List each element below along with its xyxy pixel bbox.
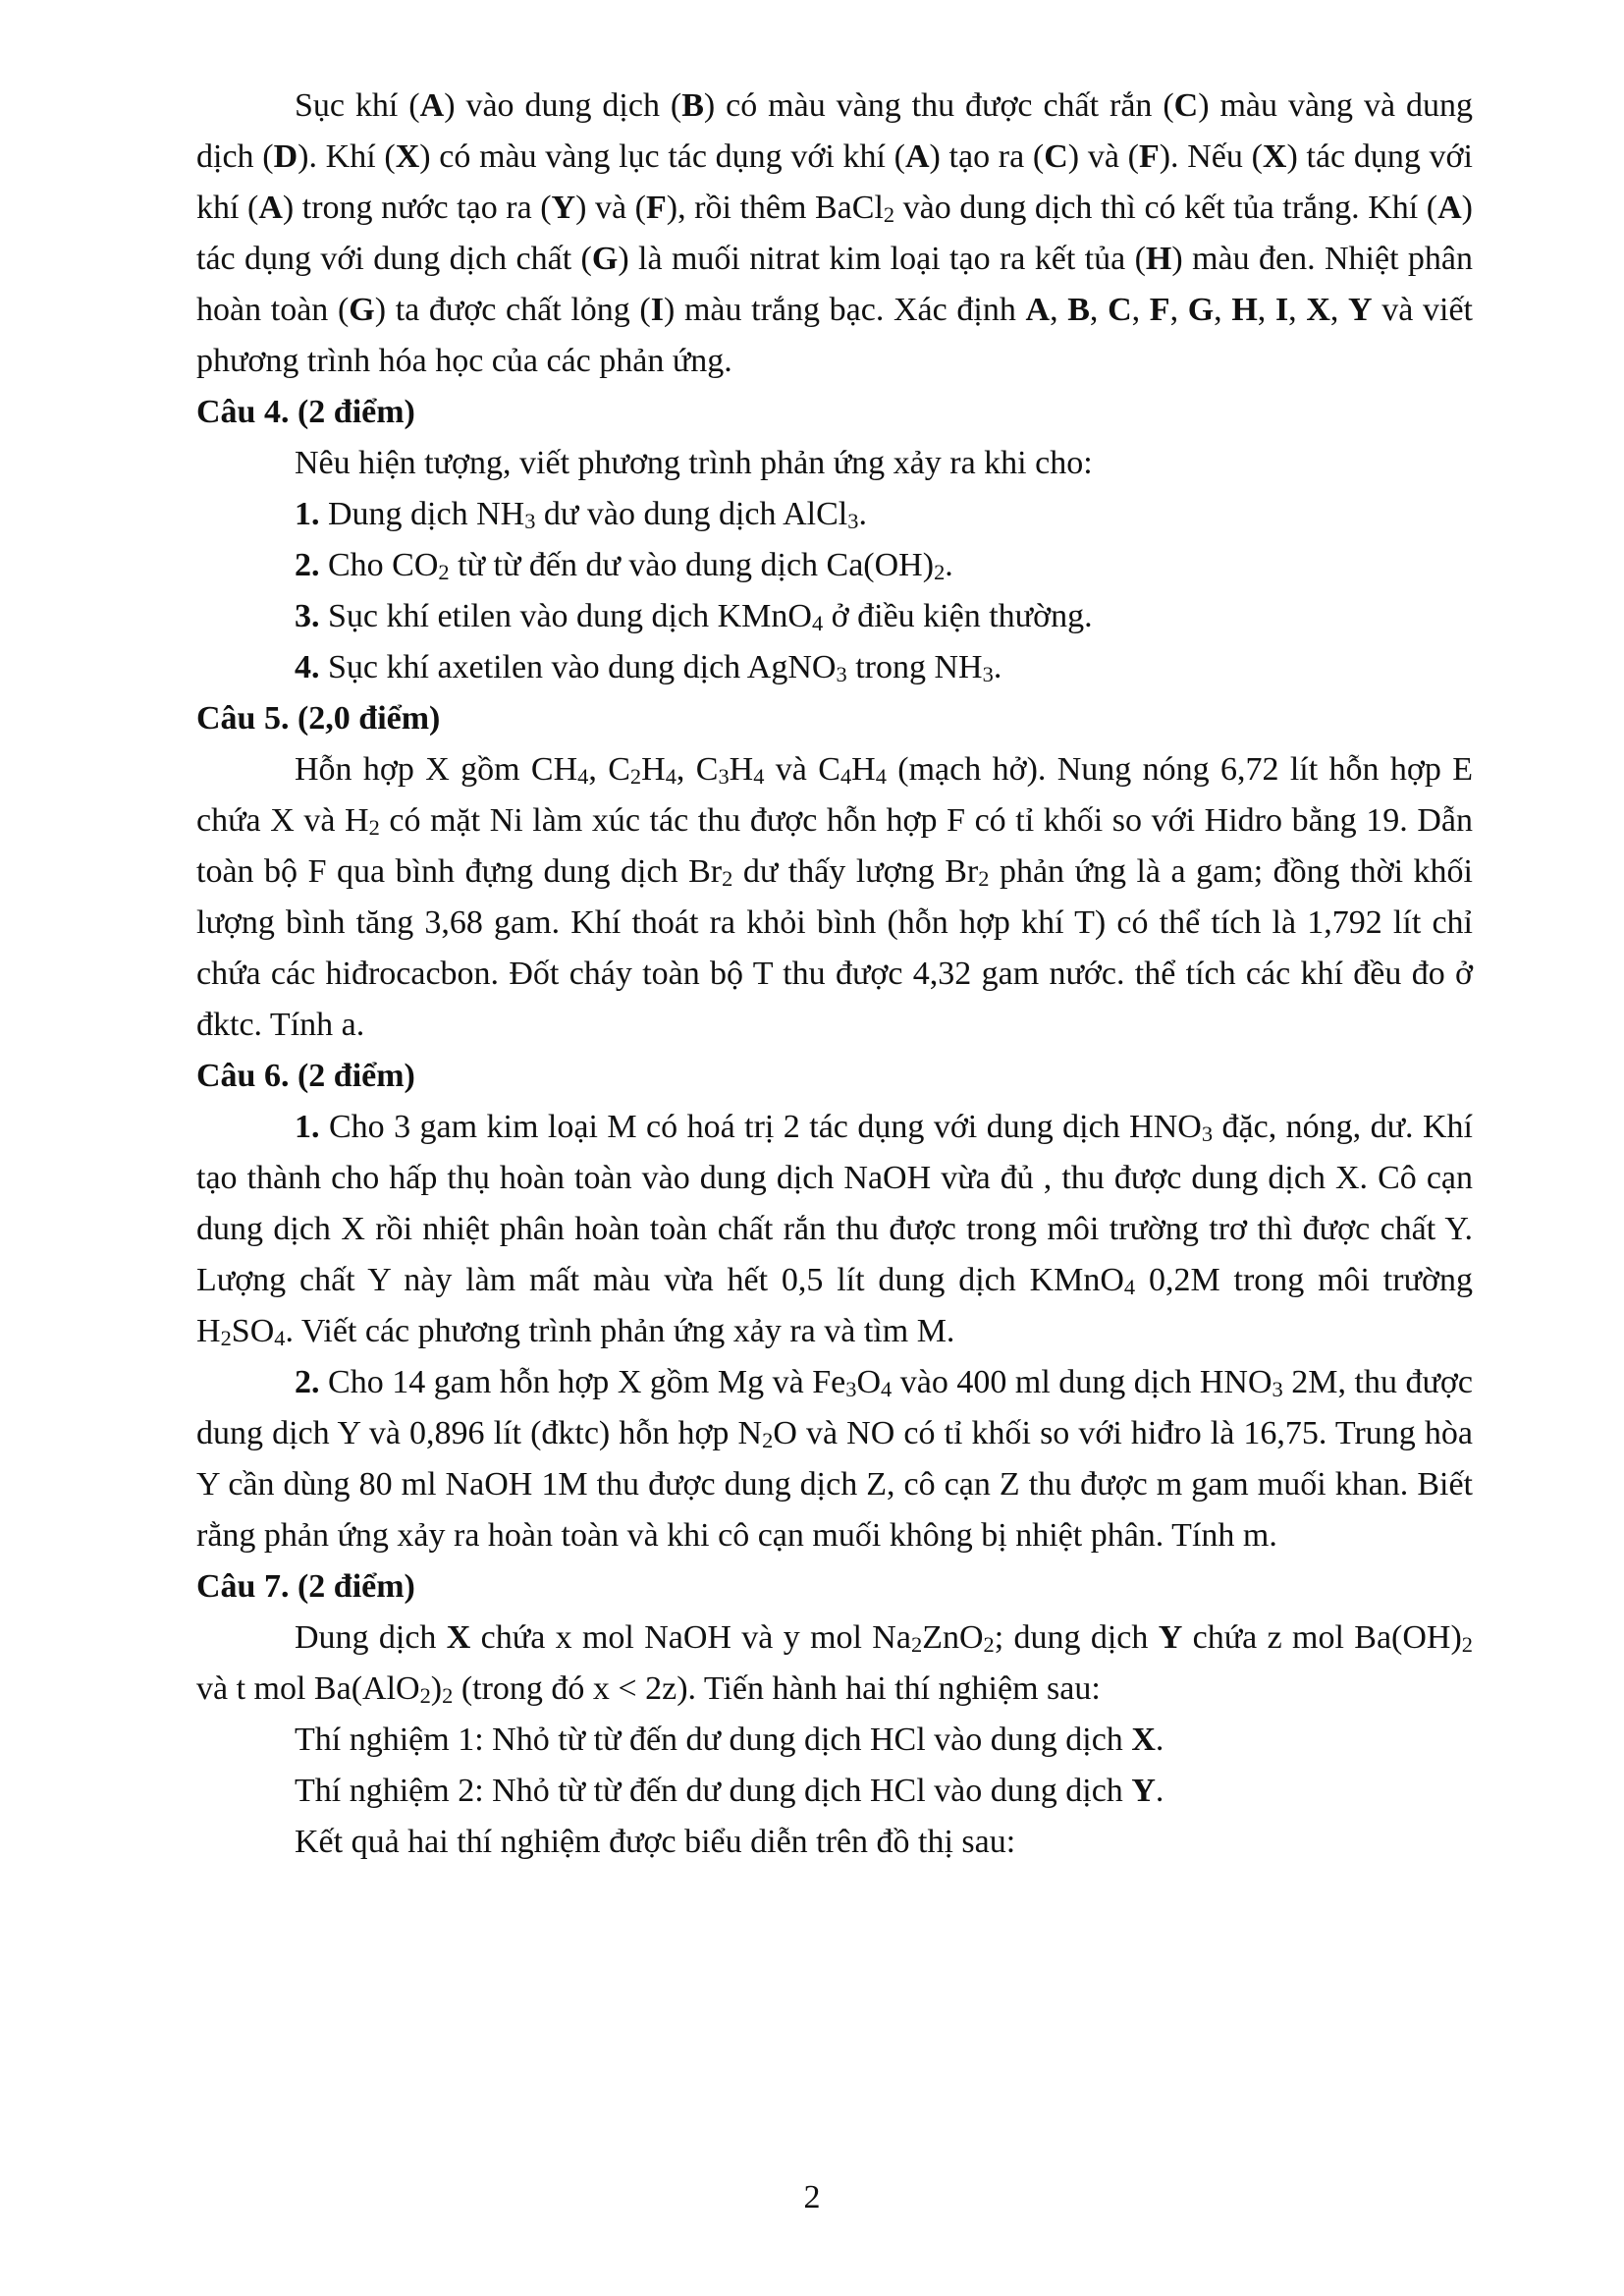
text-run: phản ứng là a gam; đồng thời khối lượng bình tăng 3,68 gam. Khí thoát ra khỏi bình (hỗn hợp khí T) có thể tích là 1,792 lít chỉ chứa các hiđrocacbon. Đốt cháy toàn bộ T thu được 4,32 gam nước. thể tích các khí đều đo ở đktc. Tính a.	[196, 853, 1474, 1043]
question-7-body	[196, 1613, 1473, 1715]
subscript: 2	[629, 764, 642, 790]
subscript: 2	[910, 1632, 923, 1658]
subscript: 2	[978, 866, 990, 892]
text-run: ,	[1131, 292, 1150, 328]
question-7-experiment-2	[196, 1766, 1473, 1817]
bold-text: 2.	[295, 1364, 320, 1400]
subscript: 4	[875, 764, 887, 790]
question-4-item-4	[196, 642, 1473, 693]
text-run: vào 400 ml dung dịch HNO	[892, 1364, 1272, 1400]
text-run: ) và (	[1067, 138, 1139, 175]
subscript: 3	[836, 662, 847, 687]
bold-text: 2.	[295, 547, 320, 583]
text-run: ,	[1089, 292, 1109, 328]
bold-text: Y	[1131, 1773, 1156, 1809]
text-run: .	[945, 547, 953, 583]
text-run: Hỗn hợp X gồm CH	[295, 751, 578, 788]
subscript: 3	[1272, 1377, 1283, 1402]
bold-text: G	[591, 241, 619, 277]
subscript: 4	[811, 611, 824, 636]
bold-text: F	[1149, 292, 1170, 328]
subscript: 2	[934, 560, 946, 585]
text-run: ; dung dịch	[994, 1619, 1159, 1656]
text-run: Cho 14 gam hỗn hợp X gồm Mg và Fe	[319, 1364, 846, 1400]
subscript: 4	[1123, 1275, 1136, 1300]
bold-text: A	[419, 87, 445, 124]
question-7-heading: Câu 7. (2 điểm)	[196, 1568, 415, 1605]
page-content	[196, 81, 1473, 1868]
text-run: Dung dịch NH	[319, 496, 525, 532]
text-run: .	[858, 496, 867, 532]
text-run: ), rồi thêm BaCl	[666, 190, 884, 226]
subscript: 3	[524, 509, 536, 534]
question-4-item-2	[196, 540, 1473, 591]
bold-text: C	[1173, 87, 1199, 124]
bold-text: B	[1067, 292, 1090, 328]
text-run: và t mol Ba(AlO	[196, 1670, 420, 1707]
bold-text: D	[273, 138, 298, 175]
text-run: Sục khí (	[295, 87, 420, 124]
text-run: ,	[1214, 292, 1232, 328]
page-number: 2	[803, 2179, 821, 2215]
subscript: 2	[419, 1683, 431, 1709]
text-run: 2M, thu được dung dịch Y và 0,896 lít (đktc) hỗn hợp N	[196, 1364, 1473, 1451]
bold-text: H	[1145, 241, 1172, 277]
text-run: .	[1155, 1773, 1164, 1809]
text-run: 0,2M trong môi trường H	[196, 1262, 1473, 1349]
subscript: 4	[839, 764, 852, 790]
text-run: Sục khí etilen vào dung dịch KMnO	[319, 598, 812, 634]
text-run: ) có màu vàng thu được chất rắn (	[703, 87, 1174, 124]
bold-text: Y	[551, 190, 576, 226]
question-4-heading: Câu 4. (2 điểm)	[196, 394, 415, 430]
subscript: 4	[577, 764, 589, 790]
bold-text: 1.	[295, 1109, 320, 1145]
subscript: 3	[1201, 1121, 1214, 1147]
text-run: Thí nghiệm 2: Nhỏ từ từ đến dư dung dịch HCl vào dung dịch	[295, 1773, 1132, 1809]
text-run: dư thấy lượng Br	[732, 853, 979, 890]
text-run: ,	[1050, 292, 1068, 328]
subscript: 2	[883, 202, 895, 228]
question-7-experiment-1	[196, 1715, 1473, 1766]
bold-text: X	[395, 138, 420, 175]
text-run: ) vào dung dịch (	[444, 87, 682, 124]
text-run: trong NH	[846, 649, 983, 685]
subscript: 2	[983, 1632, 995, 1658]
text-run: ). Khí (	[298, 138, 396, 175]
text-run: vào dung dịch thì có kết tủa trắng. Khí (	[894, 190, 1438, 226]
bold-text: Y	[1348, 292, 1373, 328]
text-run: O	[856, 1364, 881, 1400]
subscript: 3	[847, 509, 859, 534]
bold-text: X	[446, 1619, 471, 1656]
text-run: ). Nếu (	[1159, 138, 1263, 175]
bold-text: Y	[1158, 1619, 1183, 1656]
bold-text: G	[1187, 292, 1215, 328]
subscript: 2	[722, 866, 733, 892]
text-run: ,	[1169, 292, 1188, 328]
text-run: H	[729, 751, 754, 788]
subscript: 4	[274, 1326, 286, 1351]
subscript: 3	[845, 1377, 857, 1402]
text-run: và C	[764, 751, 840, 788]
text-run: ZnO	[922, 1619, 984, 1656]
text-run: dư vào dung dịch AlCl	[535, 496, 848, 532]
text-run: đặc, nóng, dư. Khí tạo thành cho hấp thụ hoàn toàn vào dung dịch NaOH vừa đủ , thu được dung dịch X. Cô cạn dung dịch X rồi nhiệt phân hoàn toàn chất rắn thu được trong môi trường trơ thì được chất Y. Lượng chất Y này làm mất màu vừa hết 0,5 lít dung dịch KMnO	[196, 1109, 1473, 1298]
bold-text: X	[1262, 138, 1287, 175]
bold-text: C	[1044, 138, 1068, 175]
bold-text: I	[650, 292, 664, 328]
text-run: Dung dịch	[295, 1619, 447, 1656]
text-run: SO	[231, 1313, 275, 1349]
text-run: Thí nghiệm 1: Nhỏ từ từ đến dư dung dịch HCl vào dung dịch	[295, 1722, 1132, 1758]
question-3-body	[196, 81, 1473, 387]
text-run: (trong đó x < 2z). Tiến hành hai thí nghiệm sau:	[453, 1670, 1101, 1707]
subscript: 3	[982, 662, 994, 687]
text-run: ) màu đen. Nhiệt phân hoàn toàn (	[196, 241, 1473, 328]
subscript: 4	[753, 764, 765, 790]
text-run: Sục khí axetilen vào dung dịch AgNO	[319, 649, 837, 685]
question-4-item-1	[196, 489, 1473, 540]
text-run: ) tác dụng với dung dịch chất (	[196, 190, 1473, 277]
bold-text: G	[349, 292, 375, 328]
question-7-result-lead: Kết quả hai thí nghiệm được biểu diễn trên đồ thị sau:	[295, 1824, 1016, 1860]
text-run: ,	[1329, 292, 1349, 328]
bold-text: A	[904, 138, 930, 175]
subscript: 4	[665, 764, 677, 790]
question-6-part-1	[196, 1102, 1473, 1357]
text-run: ) trong nước tạo ra (	[282, 190, 552, 226]
text-run: , C	[588, 751, 630, 788]
text-run: . Viết các phương trình phản ứng xảy ra và tìm M.	[285, 1313, 955, 1349]
bold-text: A	[1025, 292, 1051, 328]
text-run: chứa x mol NaOH và y mol Na	[470, 1619, 911, 1656]
text-run: ) tạo ra (	[929, 138, 1045, 175]
bold-text: B	[681, 87, 704, 124]
bold-text: A	[1437, 190, 1462, 226]
subscript: 4	[881, 1377, 893, 1402]
subscript: 2	[1461, 1632, 1474, 1658]
text-run: O và NO có tỉ khối so với hiđro là 16,75. Trung hòa Y cần dùng 80 ml NaOH 1M thu được dung dịch Z, cô cạn Z thu được m gam muối khan. Biết rằng phản ứng xảy ra hoàn toàn và khi cô cạn muối không bị nhiệt phân. Tính m.	[196, 1415, 1473, 1554]
subscript: 2	[368, 815, 380, 841]
question-5-body	[196, 744, 1473, 1051]
subscript: 3	[718, 764, 730, 790]
question-6-part-2	[196, 1357, 1473, 1561]
question-4-lead: Nêu hiện tượng, viết phương trình phản ứng xảy ra khi cho:	[295, 445, 1093, 481]
text-run: , C	[676, 751, 719, 788]
text-run: Cho CO	[319, 547, 439, 583]
text-run: .	[1155, 1722, 1164, 1758]
text-run: ) ta được chất lỏng (	[374, 292, 651, 328]
subscript: 2	[762, 1428, 774, 1453]
text-run: ) tác dụng với khí (	[196, 138, 1473, 226]
bold-text: X	[1131, 1722, 1156, 1758]
text-run: ,	[1288, 292, 1307, 328]
text-run: từ từ đến dư vào dung dịch Ca(OH)	[449, 547, 935, 583]
text-run: (mạch hở). Nung nóng 6,72 lít hỗn hợp E chứa X và H	[196, 751, 1473, 839]
text-run: chứa z mol Ba(OH)	[1182, 1619, 1462, 1656]
subscript: 2	[220, 1326, 232, 1351]
text-run: ) có màu vàng lục tác dụng với khí (	[419, 138, 905, 175]
text-run: và viết phương trình hóa học của các phản ứng.	[196, 292, 1473, 379]
bold-text: 1.	[295, 496, 320, 532]
text-run: ) là muối nitrat kim loại tạo ra kết tủa (	[618, 241, 1146, 277]
text-run: có mặt Ni làm xúc tác thu được hỗn hợp F có tỉ khối so với Hidro bằng 19. Dẫn toàn bộ F qua bình đựng dung dịch Br	[196, 802, 1473, 890]
text-run: ở điều kiện thường.	[823, 598, 1093, 634]
question-5-heading: Câu 5. (2,0 điểm)	[196, 700, 441, 737]
bold-text: I	[1274, 292, 1289, 328]
text-run: ) màu vàng và dung dịch (	[196, 87, 1473, 175]
bold-text: H	[1231, 292, 1258, 328]
question-6-heading: Câu 6. (2 điểm)	[196, 1058, 415, 1094]
bold-text: F	[645, 190, 667, 226]
text-run: Cho 3 gam kim loại M có hoá trị 2 tác dụng với dung dịch HNO	[319, 1109, 1202, 1145]
text-run: H	[851, 751, 876, 788]
subscript: 2	[442, 1683, 454, 1709]
question-4-item-3	[196, 591, 1473, 642]
subscript: 2	[438, 560, 450, 585]
text-run: ) màu trắng bạc. Xác định	[663, 292, 1026, 328]
bold-text: X	[1306, 292, 1330, 328]
bold-text: 3.	[295, 598, 320, 634]
bold-text: C	[1108, 292, 1132, 328]
text-run: ) và (	[575, 190, 646, 226]
bold-text: F	[1138, 138, 1160, 175]
bold-text: 4.	[295, 649, 320, 685]
text-run: H	[641, 751, 666, 788]
bold-text: A	[258, 190, 283, 226]
text-run: ,	[1257, 292, 1275, 328]
text-run: )	[430, 1670, 443, 1707]
text-run: .	[993, 649, 1002, 685]
